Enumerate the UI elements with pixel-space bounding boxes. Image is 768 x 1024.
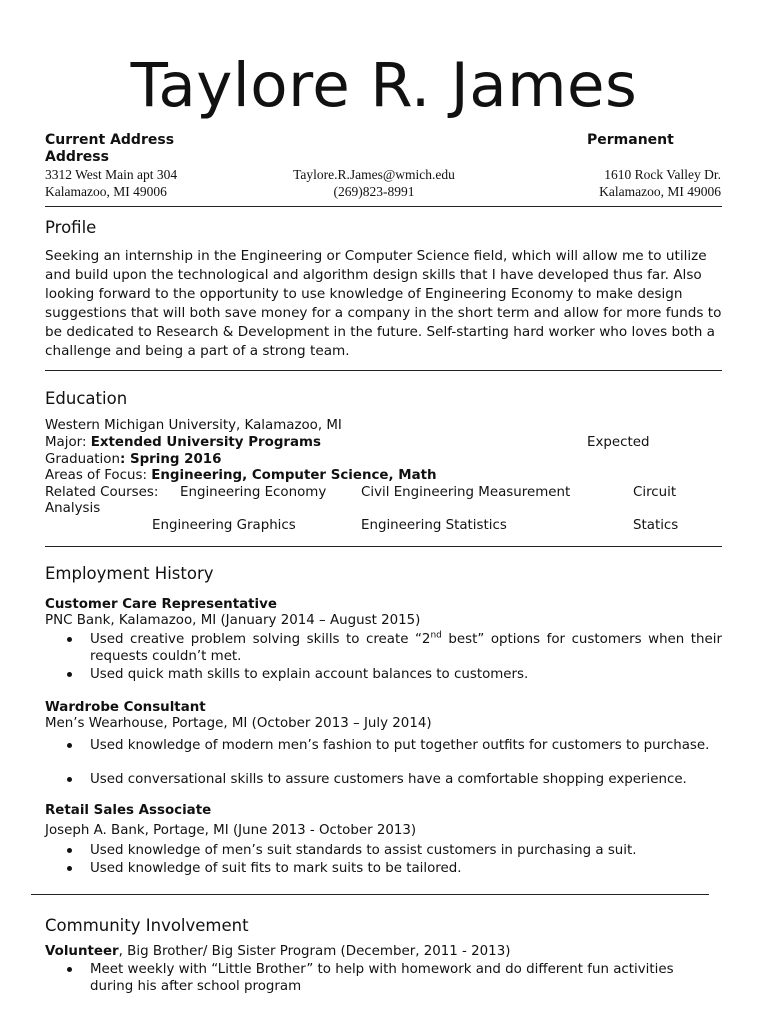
permanent-address-line2: Kalamazoo, MI 49006 [599, 184, 721, 199]
job-bullet: Used quick math skills to explain account balances to customers. [90, 667, 529, 682]
bullet-dot [67, 848, 72, 853]
bullet-text: Used creative problem solving skills to create “2 [90, 632, 431, 647]
employment-heading: Employment History [45, 564, 214, 583]
profile-divider [45, 370, 722, 371]
permanent-address-label: Permanent [587, 132, 674, 148]
profile-heading: Profile [45, 218, 97, 237]
education-heading: Education [45, 389, 128, 408]
focus-value: Engineering, Computer Science, Math [151, 468, 437, 483]
graduation-line [45, 451, 221, 468]
course-item: Engineering Statistics [361, 518, 507, 533]
community-bullet: Meet weekly with “Little Brother” to help with homework and do different fun activities during his after school program [90, 962, 674, 994]
course-item: Engineering Graphics [152, 518, 296, 533]
bullet-dot [67, 777, 72, 782]
job-bullet: Used knowledge of modern men’s fashion to put together outfits for customers to purchase. [90, 738, 710, 753]
volunteer-role: Volunteer [45, 944, 119, 959]
job-bullet: Used conversational skills to assure customers have a comfortable shopping experience. [90, 772, 687, 787]
bullet-dot [67, 637, 72, 642]
course-item-cont: Analysis [45, 501, 101, 516]
job-bullet [90, 631, 722, 665]
focus-line [45, 467, 437, 484]
bullet-sup: nd [430, 630, 442, 641]
bullet-dot [67, 967, 72, 972]
current-address-line1: 3312 West Main apt 304 [45, 167, 178, 182]
phone-number: (269)823-8991 [333, 184, 415, 199]
job-place: Joseph A. Bank, Portage, MI (June 2013 - October 2013) [45, 823, 417, 838]
current-address-label: Current Address [45, 132, 175, 148]
bullet-text: best” options for customers when their requests couldn’t met. [90, 632, 722, 664]
current-address-line2: Kalamazoo, MI 49006 [45, 184, 167, 199]
course-item: Engineering Economy [180, 485, 327, 500]
expected-label: Expected [587, 435, 650, 450]
graduation-label: Graduation [45, 452, 120, 467]
bullet-dot [67, 866, 72, 871]
bullet-dot [67, 672, 72, 677]
course-item: Statics [633, 518, 679, 533]
job-title: Customer Care Representative [45, 597, 277, 612]
job-title: Retail Sales Associate [45, 803, 212, 818]
permanent-address-line1: 1610 Rock Valley Dr. [604, 167, 721, 182]
course-item: Civil Engineering Measurement [361, 485, 571, 500]
job-bullet: Used knowledge of suit fits to mark suits to be tailored. [90, 861, 462, 876]
volunteer-line [45, 943, 510, 960]
header-divider [45, 206, 722, 207]
course-item: Circuit [633, 485, 677, 500]
graduation-value: : Spring 2016 [119, 452, 222, 467]
major-label: Major: [45, 435, 91, 450]
community-heading: Community Involvement [45, 916, 249, 935]
candidate-name: Taylore R. James [130, 50, 638, 121]
bullet-dot [67, 743, 72, 748]
job-place: Men’s Wearhouse, Portage, MI (October 2013 – July 2014) [45, 716, 432, 731]
profile-text: Seeking an internship in the Engineering or Computer Science field, which will allow me to utilize and build upon the technological and algorithm design skills that I have developed thus far. Also looking forward to the opportunity to use knowledge of Engineering Economy to make design suggestions that will both save money for a company in the short term and allow for more funds to be dedicated to Research & Development in the future. Self-starting hard worker who loves both a challenge and being a part of a strong team. [45, 248, 722, 359]
job-place: PNC Bank, Kalamazoo, MI (January 2014 – August 2015) [45, 613, 421, 628]
courses-label: Related Courses: [45, 485, 159, 500]
job-title: Wardrobe Consultant [45, 700, 206, 715]
education-divider [45, 546, 722, 547]
major-value: Extended University Programs [90, 435, 321, 450]
job-bullet: Used knowledge of men’s suit standards to assist customers in purchasing a suit. [90, 843, 637, 858]
major-line [45, 434, 321, 451]
focus-label: Areas of Focus: [45, 468, 152, 483]
email-link[interactable]: Taylore.R.James@wmich.edu [293, 167, 455, 182]
employment-divider [31, 894, 709, 895]
current-address-label-cont: Address [45, 149, 109, 165]
volunteer-detail: , Big Brother/ Big Sister Program (December, 2011 - 2013) [118, 944, 511, 959]
school-name: Western Michigan University, Kalamazoo, MI [45, 418, 342, 433]
